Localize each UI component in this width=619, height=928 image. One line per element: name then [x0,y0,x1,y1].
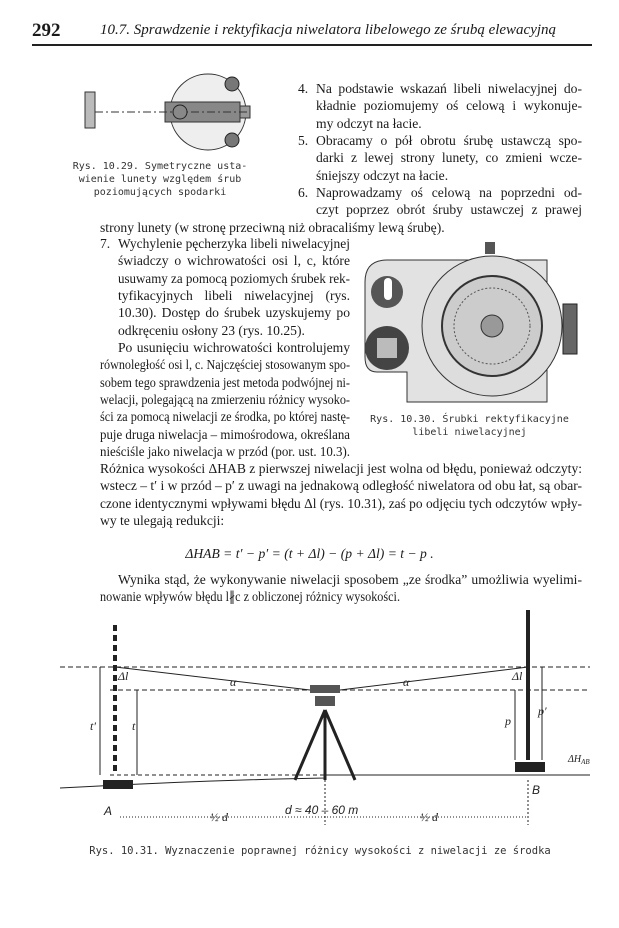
text-line: świadczy o wichrowatości osi l, c, które [118,253,350,269]
label-alpha-right: α [403,675,410,689]
text-line: kładnie poziomujemy oś celową i wykonuje- [316,98,582,114]
text-line: sobem tego sprawdzenia jest metoda podwójnej ni- [100,374,350,390]
page-number: 292 [32,20,61,41]
text-line: Różnica wysokości ΔHAB z pierwszej niwelacji jest wolna od błędu, ponieważ odczyty: [100,461,582,476]
caption-line: poziomujących spodarki [93,187,227,198]
figure-10-29-caption [60,160,260,199]
list-number: 4. [298,81,309,96]
label-p-prime: p′ [538,704,547,718]
text-line: Na podstawie wskazań libeli niwelacyjnej do- [316,81,582,96]
label-p: p [505,714,511,728]
label-point-b: B [532,783,541,797]
list-number: 5. [298,133,309,148]
label-point-a: A [104,804,113,818]
label-half-d-left: ½ d [210,810,228,824]
text-line: wstecz – t′ i w przód – p′ z uwagi na jednakową odległość niwelatora od obu łat, są obar- [100,478,582,494]
text-line: Obracamy o pół obrotu śrubę ustawczą spo- [316,133,582,148]
text-line: strony lunety (w stronę przeciwną niż obracaliśmy lewą śrubę). [100,219,445,235]
text-line: Po usunięciu wichrowatości kontrolujemy [118,340,350,355]
text-line: welacji, polegającą na zmierzeniu różnicy wysoko- [100,391,350,407]
text-line: Wynika stąd, że wykonywanie niwelacji sposobem „ze środka” umożliwia wyelimi- [118,572,582,587]
figure-10-30-caption [357,413,582,439]
label-alpha-left: α [230,675,237,689]
text-line: śniejszy odczyt na łacie. [316,167,449,183]
text-line: darki z lewej strony lunety, co zmieni wcze- [316,150,582,166]
formula: ΔHAB = t′ − p′ = (t + Δl) − (p + Δl) = t − p . [185,546,434,561]
text-line: równoległość osi l, c. Najczęściej stosowanym spo- [100,357,350,373]
text-line: nieściśle jako niwelacja w przód (por. ust. 10.3). [100,443,350,459]
label-t-prime: t′ [90,719,96,733]
label-delta-h [567,754,590,766]
delta-h-sub: AB [581,758,590,766]
text-line: puje druga niwelacja – mimośrodowa, określana [100,426,350,442]
text-line: czyt poprzez obrót śruby ustawczej z prawej [316,202,582,218]
text-line: 10.30). Dostęp do śrubek uzyskujemy po [118,305,350,321]
text-line: ści za pomocą niwelacji ze środka, po której nastę- [100,409,350,425]
figure-10-29 [80,72,270,157]
text-line: odkręceniu osłony 23 (rys. 10.25). [118,322,305,338]
label-half-d-right: ½ d [420,810,438,824]
label-distance: d ≈ 40 – 60 m [285,803,359,817]
text-line: Naprowadzamy oś celową na poprzedni od- [316,185,582,200]
figure-10-31-caption: Rys. 10.31. Wyznaczenie poprawnej różnicy wysokości z niwelacji ze środka [89,845,551,857]
list-number: 7. [100,236,111,251]
figure-10-31 [60,610,590,840]
text-line: Wychylenie pęcherzyka libeli niwelacyjnej [118,236,350,251]
delta-h: ΔH [568,754,582,765]
text-line: my odczyt na łacie. [316,115,422,131]
text-line: tyfikacyjnych libeli niwelacyjnej (rys. [118,287,350,303]
text-line: wy te ulegają redukcji: [100,512,225,528]
text-line: usuwamy za pomocą poziomych śrubek rek- [118,270,350,286]
caption-line: Rys. 10.29. Symetryczne usta- [72,161,248,172]
label-delta-l-left: Δl [118,669,129,683]
caption-line: wienie lunety względem śrub [78,174,242,185]
text-line: czone identycznymi wpływami błędu Δl (rys. 10.31), zaś po odjęciu tych odczytów wpły- [100,495,582,511]
header-rule [32,44,592,46]
caption-line: Rys. 10.30. Śrubki rektyfikacyjne [370,414,569,425]
figure-10-30 [357,242,582,407]
text-line: nowanie wpływów błędu l∦c z obliczonej różnicy wysokości. [100,589,400,605]
section-title: 10.7. Sprawdzenie i rektyfikacja niwelatora libelowego ze śrubą elewacyjną [100,22,557,38]
label-delta-l-right: Δl [512,669,523,683]
list-number: 6. [298,185,309,200]
label-t: t [132,719,136,733]
caption-line: libeli niwelacyjnej [412,427,527,438]
